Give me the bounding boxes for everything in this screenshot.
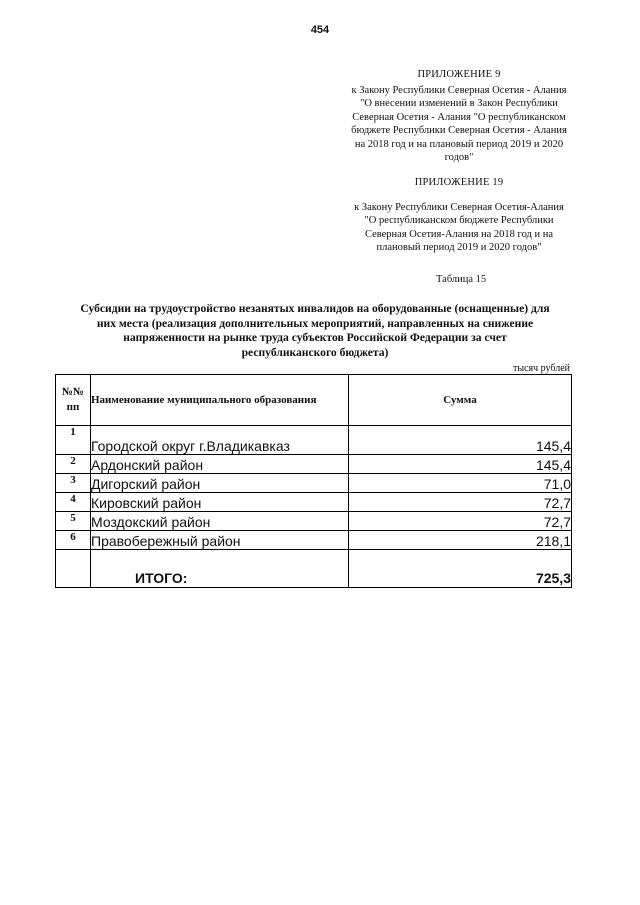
table-row xyxy=(56,455,572,474)
appendix-19-line: "О республиканском бюджете Республики xyxy=(364,215,554,226)
title-line: них места (реализация дополнительных мероприятий, направленных на снижение xyxy=(96,316,534,330)
appendix-9-line: годов" xyxy=(444,152,474,163)
row-sum: 72,7 xyxy=(349,493,572,512)
row-name: Дигорский район xyxy=(91,474,349,493)
total-sum: 725,3 xyxy=(349,550,572,588)
table-row xyxy=(56,474,572,493)
row-name: Правобережный район xyxy=(91,531,349,550)
total-row xyxy=(56,550,572,588)
header-sum: Сумма xyxy=(349,375,572,426)
header-number-line1: №№ xyxy=(61,386,85,398)
document-title xyxy=(55,302,575,360)
appendix-9-line: "О внесении изменений в Закон Республики xyxy=(360,98,558,109)
total-number-cell xyxy=(56,550,91,588)
row-name: Ардонский район xyxy=(91,455,349,474)
units-label: тысяч рублей xyxy=(512,363,570,374)
row-number: 5 xyxy=(56,512,91,531)
appendix-19-line: плановый период 2019 и 2020 годов" xyxy=(376,242,542,253)
appendix-19-line: к Закону Республики Северная Осетия-Алания xyxy=(354,201,564,213)
row-name: Кировский район xyxy=(91,493,349,512)
row-sum: 71,0 xyxy=(349,474,572,493)
row-number: 3 xyxy=(56,474,91,493)
title-line: Субсидии на трудоустройство незанятых инвалидов на оборудованные (оснащенные) для xyxy=(80,302,550,315)
total-label: ИТОГО: xyxy=(91,550,349,588)
row-number: 6 xyxy=(56,531,91,550)
appendix-9-heading: ПРИЛОЖЕНИЕ 9 xyxy=(417,69,501,80)
table-row xyxy=(56,512,572,531)
appendix-9-line: бюджете Республики Северная Осетия - Алания xyxy=(351,125,567,136)
row-name: Городской округ г.Владикавказ xyxy=(91,426,349,455)
page-number: 454 xyxy=(310,24,330,36)
row-number: 1 xyxy=(56,426,91,455)
table-row xyxy=(56,426,572,455)
header-name: Наименование муниципального образования xyxy=(91,375,349,426)
header-number-line2: пп xyxy=(66,401,80,413)
header-number xyxy=(56,375,91,426)
appendix-19-heading: ПРИЛОЖЕНИЕ 19 xyxy=(414,177,504,188)
row-name: Моздокский район xyxy=(91,512,349,531)
row-number: 2 xyxy=(56,455,91,474)
table-header-row xyxy=(56,375,572,426)
table-row xyxy=(56,531,572,550)
row-sum: 218,1 xyxy=(349,531,572,550)
appendix-19-block xyxy=(343,176,575,255)
appendix-9-line: к Закону Республики Северная Осетия - Алания xyxy=(351,84,567,96)
title-line: напряженности на рынке труда субъектов Российской Федерации за счет xyxy=(123,331,507,345)
table-label: Таблица 15 xyxy=(436,274,487,285)
appendix-9-block xyxy=(343,68,575,165)
appendix-9-line: Северная Осетия - Алания "О республиканском xyxy=(352,111,566,123)
row-sum: 72,7 xyxy=(349,512,572,531)
row-sum: 145,4 xyxy=(349,455,572,474)
appendix-19-line: Северная Осетия-Алания на 2018 год и на xyxy=(364,228,554,240)
subsidies-table xyxy=(55,374,572,588)
row-sum: 145,4 xyxy=(349,426,572,455)
row-number: 4 xyxy=(56,493,91,512)
table-row xyxy=(56,493,572,512)
title-line: республиканского бюджета) xyxy=(241,345,389,359)
appendix-9-line: на 2018 год и на плановый период 2019 и 2020 xyxy=(354,138,564,150)
